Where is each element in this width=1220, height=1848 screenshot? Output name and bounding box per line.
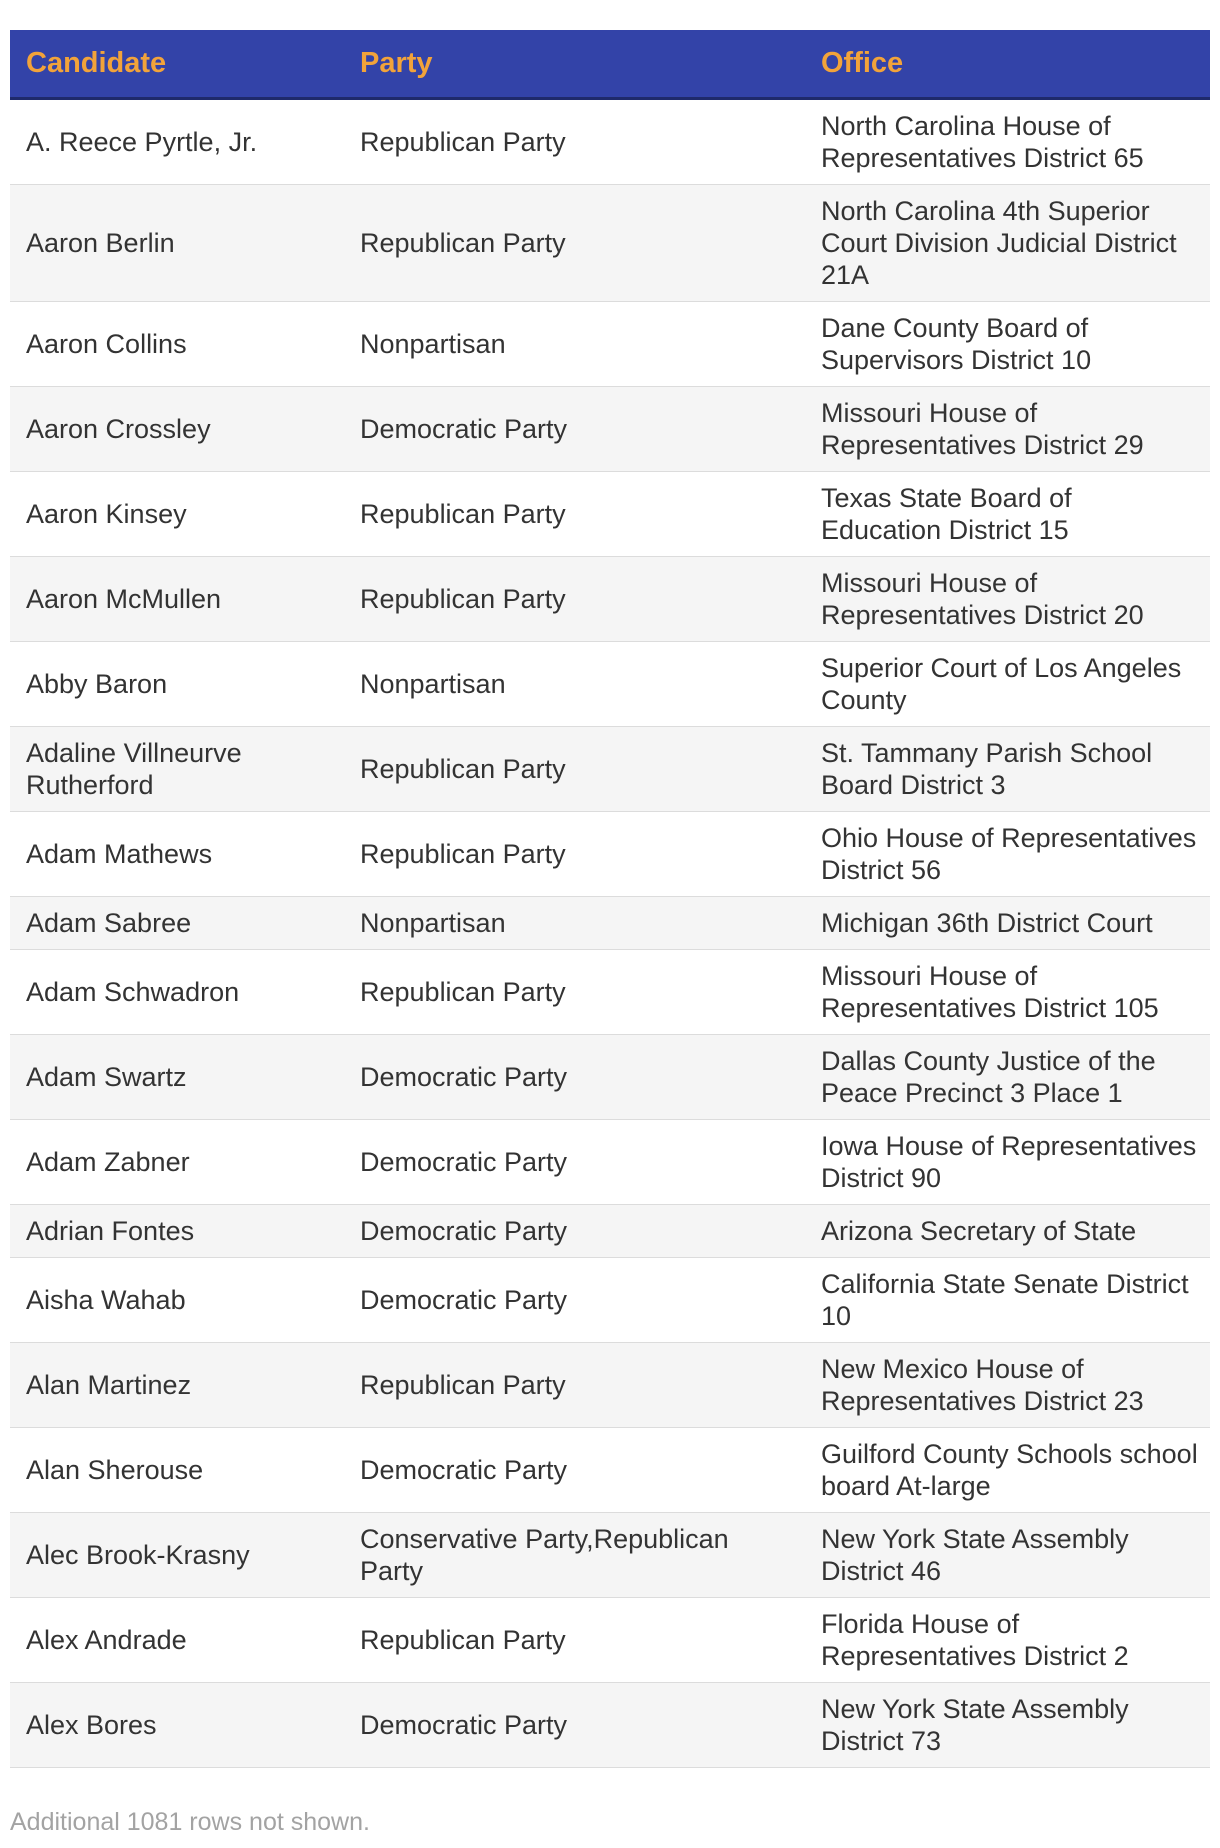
cell-candidate: Alex Bores — [10, 1682, 344, 1767]
cell-party: Republican Party — [344, 471, 805, 556]
table-row — [10, 184, 1210, 301]
column-header-office: Office — [805, 30, 1210, 98]
table-row — [10, 386, 1210, 471]
cell-candidate: Aaron Collins — [10, 301, 344, 386]
cell-party: Democratic Party — [344, 1257, 805, 1342]
cell-candidate: Adam Zabner — [10, 1119, 344, 1204]
cell-candidate: Abby Baron — [10, 641, 344, 726]
candidates-table — [10, 30, 1210, 1768]
table-row — [10, 1342, 1210, 1427]
cell-office: St. Tammany Parish School Board District 3 — [805, 726, 1210, 811]
table-row — [10, 726, 1210, 811]
cell-party: Democratic Party — [344, 1119, 805, 1204]
cell-party: Democratic Party — [344, 1204, 805, 1257]
cell-party: Democratic Party — [344, 1427, 805, 1512]
cell-office: Florida House of Representatives District 2 — [805, 1597, 1210, 1682]
cell-party: Republican Party — [344, 1342, 805, 1427]
table-row — [10, 556, 1210, 641]
cell-office: New York State Assembly District 46 — [805, 1512, 1210, 1597]
table-row — [10, 896, 1210, 949]
candidates-table-container — [10, 30, 1210, 1768]
table-row — [10, 949, 1210, 1034]
column-header-party: Party — [344, 30, 805, 98]
cell-office: North Carolina 4th Superior Court Division Judicial District 21A — [805, 184, 1210, 301]
table-row — [10, 1034, 1210, 1119]
cell-office: New Mexico House of Representatives District 23 — [805, 1342, 1210, 1427]
table-row — [10, 1257, 1210, 1342]
cell-office: Superior Court of Los Angeles County — [805, 641, 1210, 726]
cell-candidate: Alec Brook-Krasny — [10, 1512, 344, 1597]
cell-candidate: Alan Martinez — [10, 1342, 344, 1427]
table-header — [10, 30, 1210, 98]
cell-candidate: Aaron McMullen — [10, 556, 344, 641]
table-row — [10, 1512, 1210, 1597]
rows-not-shown-note: Additional 1081 rows not shown. — [10, 1808, 370, 1836]
table-row — [10, 1682, 1210, 1767]
table-row — [10, 1597, 1210, 1682]
cell-party: Republican Party — [344, 726, 805, 811]
cell-candidate: Adrian Fontes — [10, 1204, 344, 1257]
cell-candidate: Aaron Berlin — [10, 184, 344, 301]
cell-party: Republican Party — [344, 949, 805, 1034]
cell-office: Ohio House of Representatives District 56 — [805, 811, 1210, 896]
table-row — [10, 641, 1210, 726]
cell-party: Nonpartisan — [344, 641, 805, 726]
cell-party: Republican Party — [344, 184, 805, 301]
column-header-candidate: Candidate — [10, 30, 344, 98]
cell-party: Democratic Party — [344, 1682, 805, 1767]
cell-candidate: Adam Schwadron — [10, 949, 344, 1034]
cell-office: North Carolina House of Representatives District 65 — [805, 98, 1210, 184]
cell-candidate: Adam Swartz — [10, 1034, 344, 1119]
cell-party: Democratic Party — [344, 386, 805, 471]
table-row — [10, 301, 1210, 386]
cell-candidate: Adaline Villneurve Rutherford — [10, 726, 344, 811]
cell-candidate: Alex Andrade — [10, 1597, 344, 1682]
table-row — [10, 1427, 1210, 1512]
cell-party: Republican Party — [344, 98, 805, 184]
cell-office: Dane County Board of Supervisors District 10 — [805, 301, 1210, 386]
cell-office: Michigan 36th District Court — [805, 896, 1210, 949]
cell-office: Missouri House of Representatives District 105 — [805, 949, 1210, 1034]
table-row — [10, 471, 1210, 556]
cell-party: Democratic Party — [344, 1034, 805, 1119]
cell-party: Nonpartisan — [344, 896, 805, 949]
table-row — [10, 1119, 1210, 1204]
cell-office: Iowa House of Representatives District 90 — [805, 1119, 1210, 1204]
cell-office: Missouri House of Representatives District 29 — [805, 386, 1210, 471]
cell-candidate: Aisha Wahab — [10, 1257, 344, 1342]
table-row — [10, 98, 1210, 184]
cell-office: Dallas County Justice of the Peace Precinct 3 Place 1 — [805, 1034, 1210, 1119]
cell-candidate: Adam Mathews — [10, 811, 344, 896]
cell-office: Texas State Board of Education District 15 — [805, 471, 1210, 556]
cell-office: California State Senate District 10 — [805, 1257, 1210, 1342]
cell-candidate: Aaron Kinsey — [10, 471, 344, 556]
cell-candidate: Alan Sherouse — [10, 1427, 344, 1512]
cell-office: Arizona Secretary of State — [805, 1204, 1210, 1257]
cell-party: Conservative Party,Republican Party — [344, 1512, 805, 1597]
table-body — [10, 98, 1210, 1767]
table-row — [10, 811, 1210, 896]
cell-candidate: Aaron Crossley — [10, 386, 344, 471]
cell-office: Missouri House of Representatives District 20 — [805, 556, 1210, 641]
cell-office: New York State Assembly District 73 — [805, 1682, 1210, 1767]
cell-party: Republican Party — [344, 811, 805, 896]
cell-candidate: A. Reece Pyrtle, Jr. — [10, 98, 344, 184]
cell-candidate: Adam Sabree — [10, 896, 344, 949]
header-row — [10, 30, 1210, 98]
cell-office: Guilford County Schools school board At-large — [805, 1427, 1210, 1512]
cell-party: Nonpartisan — [344, 301, 805, 386]
cell-party: Republican Party — [344, 1597, 805, 1682]
table-row — [10, 1204, 1210, 1257]
cell-party: Republican Party — [344, 556, 805, 641]
